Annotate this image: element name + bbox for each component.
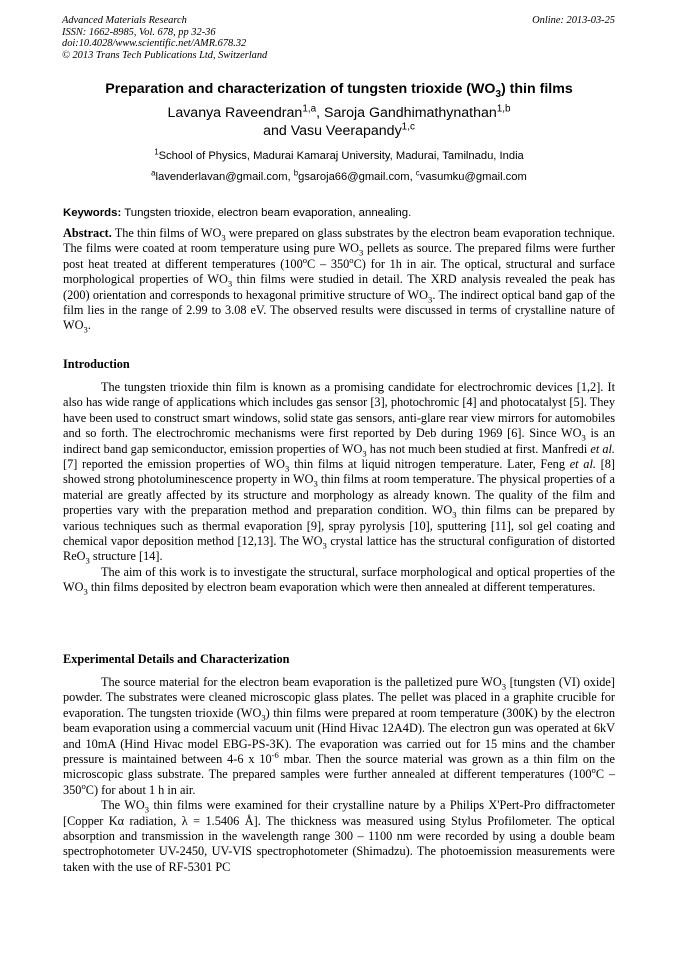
title-subscript: 3	[495, 88, 501, 100]
title-text: Preparation and characterization of tungsten trioxide (WO	[105, 81, 496, 97]
issn: ISSN: 1662-8985, Vol. 678, pp 32-36	[62, 26, 216, 38]
author-line-1: Lavanya Raveendran$^{1,a}$, Saroja Gandhimathynathan$^{1,b}$	[167, 103, 511, 121]
journal-name: Advanced Materials Research	[62, 15, 187, 26]
author-affil-marker: 1,c	[401, 121, 415, 133]
paragraph: The source material for the electron beam evaporation is the palletized pure $WO_3$ [tungsten (VI) oxide] powder. The substrates were cleaned microscopic glass plates. The pellet was placed in a graphite crucible for evaporation. The tungsten trioxide $(WO_3)$ thin films were prepared at room temperature (300K) by the electron beam evaporation using a commercial vacuum unit (Hind Hivac 12A4D). The electron gun was operated at 6kV and 10mA (Hind Hivac model EBG-PS-3K). The evaporation was carried out for 15 mins and the chamber pressure is maintained between 4-6 x $10^{-6}$ mbar. Then the source material was grown as a thin film on the microscopic glass substrate. The prepared samples were further annealed at different temperatures (100$^o$C – 350$^o$C) for about 1 h in air.	[63, 675, 616, 797]
paragraph: The tungsten trioxide thin film is known as a promising candidate for electrochromic devices [1,2]. It also has wide range of applications which includes gas sensor [3], photochromic [4] and photocatalyst [5]. They have been used to construct smart windows, solid state gas sensors, anti-glare rear view mirrors for automobiles and so forth. The electrochromic mechanisms were first reported by Deb during 1969 [6]. Since $WO_3$ is an indirect band gap semiconductor, emission properties of $WO_3$ has not much been studied at first. Manfredi et al. [7] reported the emission properties of $WO_3$ thin films at liquid nitrogen temperature. Later, Feng et al. [8] showed strong photoluminescence property in $WO_3$ thin films at room temperature. The physical properties of a material are greatly affected by its structure and morphology as already known. The quality of the film and properties vary with the preparation method and preparation condition. $WO_3$ thin films can be prepared by various techniques such as thermal evaporation [9], spray pyrolysis [10], sputtering [11], sol gel coating and chemical vapor deposition method [12,13]. The $WO_3$ crystal lattice has the structural configuration of distorted ReO$_3$ structure [14].	[63, 380, 615, 566]
author-affil-marker: 1,b	[496, 103, 511, 115]
author-line-2: and Vasu Veerapandy$^{1,c}$	[263, 121, 415, 139]
keywords	[63, 206, 615, 220]
author-list	[40, 104, 638, 140]
title-text-end: ) thin films	[501, 81, 573, 97]
author-name: Saroja Gandhimathynathan	[324, 105, 497, 121]
journal-header	[62, 15, 267, 61]
email-link[interactable]: lavenderlavan@gmail.com,	[155, 171, 294, 183]
abstract-paragraph: Abstract. The thin films of $WO_3$ were prepared on glass substrates by the electron beam evaporation technique. The films were coated at room temperature using pure $WO_3$ pellets as source. The prepared films were further post heat treated at different temperatures (100$^o$C – 350$^o$C) for 1h in air. The optical, structural and surface morphological properties of $WO_3$ thin films were studied in detail. The XRD analysis revealed the peak has (200) orientation and corresponds to hexagonal primitive structure of $WO_3$. The indirect optical band gap of the film lies in the range of 2.99 to 3.08 eV. The observed results were discussed in terms of crystalline nature of $WO_3$.	[63, 226, 615, 335]
keywords-text: Tungsten trioxide, electron beam evaporation, annealing.	[121, 207, 412, 219]
abstract-label: Abstract.	[63, 226, 112, 240]
paper-title	[40, 80, 638, 98]
section-heading-introduction: Introduction	[63, 357, 130, 371]
section-heading-experimental: Experimental Details and Characterization	[63, 652, 290, 666]
online-date: Online: 2013-03-25	[532, 15, 615, 26]
email-link[interactable]: gsaroja66@gmail.com,	[298, 171, 416, 183]
abstract	[63, 226, 615, 334]
affiliation: $^1$School of Physics, Madurai Kamaraj University, Madurai, Tamilnadu, India	[154, 147, 524, 162]
author-affil-marker: 1,a	[302, 103, 317, 115]
email-link[interactable]: vasumku@gmail.com	[419, 171, 527, 183]
author-name: Lavanya Raveendran	[167, 105, 303, 121]
keywords-label: Keywords:	[63, 207, 122, 219]
introduction-section	[63, 380, 615, 596]
copyright: © 2013 Trans Tech Publications Ltd, Switzerland	[62, 49, 268, 61]
paragraph: The aim of this work is to investigate the structural, surface morphological and optical properties of the $WO_3$ thin films deposited by electron beam evaporation which were then annealed at different temperatures.	[63, 564, 615, 597]
author-name: Vasu Veerapandy	[290, 123, 402, 139]
paragraph: The $WO_3$ thin films were examined for their crystalline nature by a Philips X'Pert-Pro diffractometer [Copper Kα radiation, λ = 1.5406 Å]. The thickness was measured using Stylus Profilometer. The optical absorption and transmission in the wavelength range 300 – 1100 nm were recorded by using a double beam spectrophotometer UV-2450, UV-VIS spectrophotometer (Shimadzu). The photoemission measurements were taken with the use of RF-5301 PC	[63, 798, 615, 874]
doi: doi:10.4028/www.scientific.net/AMR.678.32	[62, 38, 247, 49]
experimental-section	[63, 675, 615, 875]
author-emails: $^a$lavenderlavan@gmail.com, $^b$gsaroja66@gmail.com, $^c$vasumku@gmail.com	[151, 168, 527, 183]
